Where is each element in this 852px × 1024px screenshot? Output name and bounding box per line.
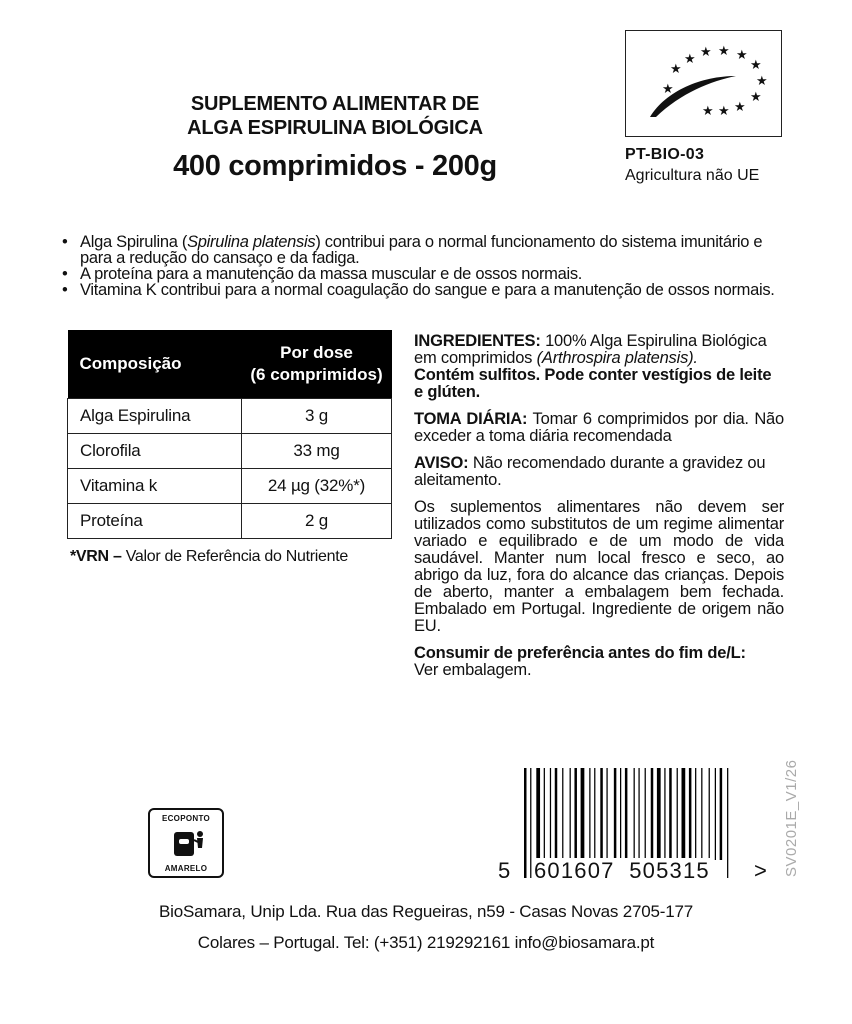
barcode-bar: [689, 768, 692, 860]
barcode-bar: [530, 768, 531, 878]
claim-text-suffix: ) contribui para o normal funcionamento do sistema imunitário e para a redução do cansaço e da fadiga.: [80, 233, 763, 267]
svg-text:★: ★: [736, 48, 748, 63]
barcode-bar: [606, 768, 607, 860]
barcode-bar: [581, 768, 585, 860]
svg-text:★: ★: [700, 45, 712, 60]
svg-text:★: ★: [734, 100, 746, 115]
ingredients-text: 100% Alga Espirulina Biológica em comprimidos: [414, 332, 767, 367]
barcode-bar: [562, 768, 563, 860]
claim-text-prefix: Alga Spirulina (: [80, 233, 188, 251]
warning-section: [414, 455, 784, 489]
barcode-bar: [695, 768, 696, 860]
barcode-bar: [620, 768, 621, 860]
barcode-bar: [638, 768, 639, 860]
svg-text:★: ★: [670, 62, 682, 77]
barcode-bar: [614, 768, 617, 860]
barcode-bar: [570, 768, 571, 860]
nutrient-value: 33 mg: [242, 434, 392, 469]
claim-item: [60, 266, 790, 282]
nutrient-name: Proteína: [68, 504, 242, 539]
company-address-line-2: Colares – Portugal. Tel: (+351) 219292161 info@biosamara.pt: [197, 933, 655, 952]
nutrient-value: 24 µg (32%*): [242, 469, 392, 504]
bullet: •: [62, 281, 68, 299]
ecoponto-bottom-label: AMARELO: [164, 864, 208, 873]
claim-text: A proteína para a manutenção da massa muscular e de ossos normais.: [80, 265, 583, 283]
barcode-bar: [657, 768, 661, 860]
svg-text:★: ★: [718, 44, 730, 59]
bullet: •: [62, 265, 68, 283]
table-header-row: [68, 330, 392, 399]
barcode-digits: 601607 505315: [534, 858, 710, 883]
ecoponto-badge: [148, 808, 224, 878]
eu-organic-logo: [625, 30, 782, 137]
nutrient-name: Clorofila: [68, 434, 242, 469]
organic-cert-code: PT-BIO-03: [625, 146, 705, 163]
company-address-line-1: BioSamara, Unip Lda. Rua das Regueiras, n59 - Casas Novas 2705-177: [159, 902, 693, 921]
daily-dose-section: [414, 411, 784, 445]
product-quantity: 400 comprimidos - 200g: [173, 150, 497, 182]
allergen-warning: Contém sulfitos. Pode conter vestígios de leite e glúten.: [414, 366, 772, 401]
barcode-bar: [701, 768, 702, 860]
table-row: [68, 469, 392, 504]
title-line-1: SUPLEMENTO ALIMENTAR DE: [190, 93, 480, 115]
barcode-bar: [709, 768, 710, 860]
bullet: •: [62, 233, 68, 251]
eu-organic-leaf-icon: [626, 31, 780, 135]
best-before-section: [414, 645, 784, 679]
vrn-key: *VRN –: [70, 548, 122, 565]
svg-text:★: ★: [702, 104, 714, 119]
best-before-text: Ver embalagem.: [414, 661, 532, 679]
barcode-first-digit: 5: [498, 858, 511, 883]
barcode-arrow: >: [754, 858, 767, 883]
barcode-bar: [544, 768, 545, 860]
recycling-bin-icon: [170, 826, 206, 858]
barcode-bar: [594, 768, 595, 860]
svg-text:★: ★: [750, 58, 762, 73]
barcode-bar: [682, 768, 686, 860]
claim-latin-name: Spirulina platensis: [187, 233, 316, 251]
barcode-bar: [651, 768, 654, 860]
barcode-bar: [677, 768, 678, 860]
vrn-text: Valor de Referência do Nutriente: [125, 548, 348, 565]
warning-text: Não recomendado durante a gravidez ou aleitamento.: [414, 454, 766, 489]
barcode-bar: [524, 768, 527, 878]
ingredients-latin: (Arthrospira platensis).: [536, 349, 698, 367]
nutrition-table: [67, 330, 392, 539]
barcode-bar: [715, 768, 716, 860]
svg-text:★: ★: [750, 90, 762, 105]
barcode-bar: [536, 768, 540, 860]
svg-text:★: ★: [756, 74, 768, 89]
daily-dose-text: Tomar 6 comprimidos por dia. Não exceder a toma diária recomendada: [414, 410, 784, 445]
svg-text:★: ★: [662, 82, 674, 97]
sku-code: SV0201E_V1/26: [783, 759, 800, 877]
barcode-bar: [589, 768, 590, 860]
claim-item: [60, 282, 790, 298]
barcode-bar: [645, 768, 646, 860]
barcode-bar: [727, 768, 728, 878]
barcode-bar: [669, 768, 672, 860]
table-row: [68, 504, 392, 539]
nutrient-value: 3 g: [242, 399, 392, 434]
barcode-bar: [574, 768, 577, 860]
dose-header-line-1: Por dose: [280, 343, 353, 362]
ingredients-label: INGREDIENTES:: [414, 332, 541, 350]
dose-header-line-2: (6 comprimidos): [250, 365, 383, 384]
barcode-bar: [555, 768, 558, 860]
agriculture-origin: Agricultura não UE: [625, 167, 760, 184]
disclaimer-text: Os suplementos alimentares não devem ser utilizados como substitutos de um regime alimentar variado e equilibrado e de um modo de vida saudável. Manter num local fresco e seco, ao abrigo da luz, fora do alcance das crianças. Depois de aberto, manter a embalagem bem fechada. Embalado em Portugal. Ingrediente de origem não EU.: [414, 498, 784, 635]
product-title: [150, 92, 520, 140]
barcode-bar: [720, 768, 723, 860]
table-row: [68, 434, 392, 469]
svg-text:★: ★: [718, 104, 730, 119]
nutrient-value: 2 g: [242, 504, 392, 539]
claim-text: Vitamina K contribui para a normal coagulação do sangue e para a manutenção de ossos normais.: [80, 281, 775, 299]
daily-dose-label: TOMA DIÁRIA:: [414, 410, 528, 428]
svg-text:★: ★: [684, 52, 696, 67]
title-line-2: ALGA ESPIRULINA BIOLÓGICA: [187, 117, 483, 139]
warning-label: AVISO:: [414, 454, 469, 472]
barcode-bar: [600, 768, 603, 860]
nutrient-name: Alga Espirulina: [68, 399, 242, 434]
barcode-bar: [550, 768, 551, 860]
barcode-bar: [664, 768, 665, 860]
ecoponto-top-label: ECOPONTO: [161, 814, 211, 823]
column-header-dose: [242, 330, 392, 399]
product-info: [414, 333, 784, 689]
nutrient-name: Vitamina k: [68, 469, 242, 504]
health-claims: [60, 234, 790, 298]
best-before-label: Consumir de preferência antes do fim de/L:: [414, 644, 746, 662]
table-row: [68, 399, 392, 434]
claim-item: [60, 234, 790, 266]
column-header-composition: Composição: [68, 330, 242, 399]
ingredients-section: [414, 333, 784, 401]
vrn-footnote: [70, 548, 348, 566]
